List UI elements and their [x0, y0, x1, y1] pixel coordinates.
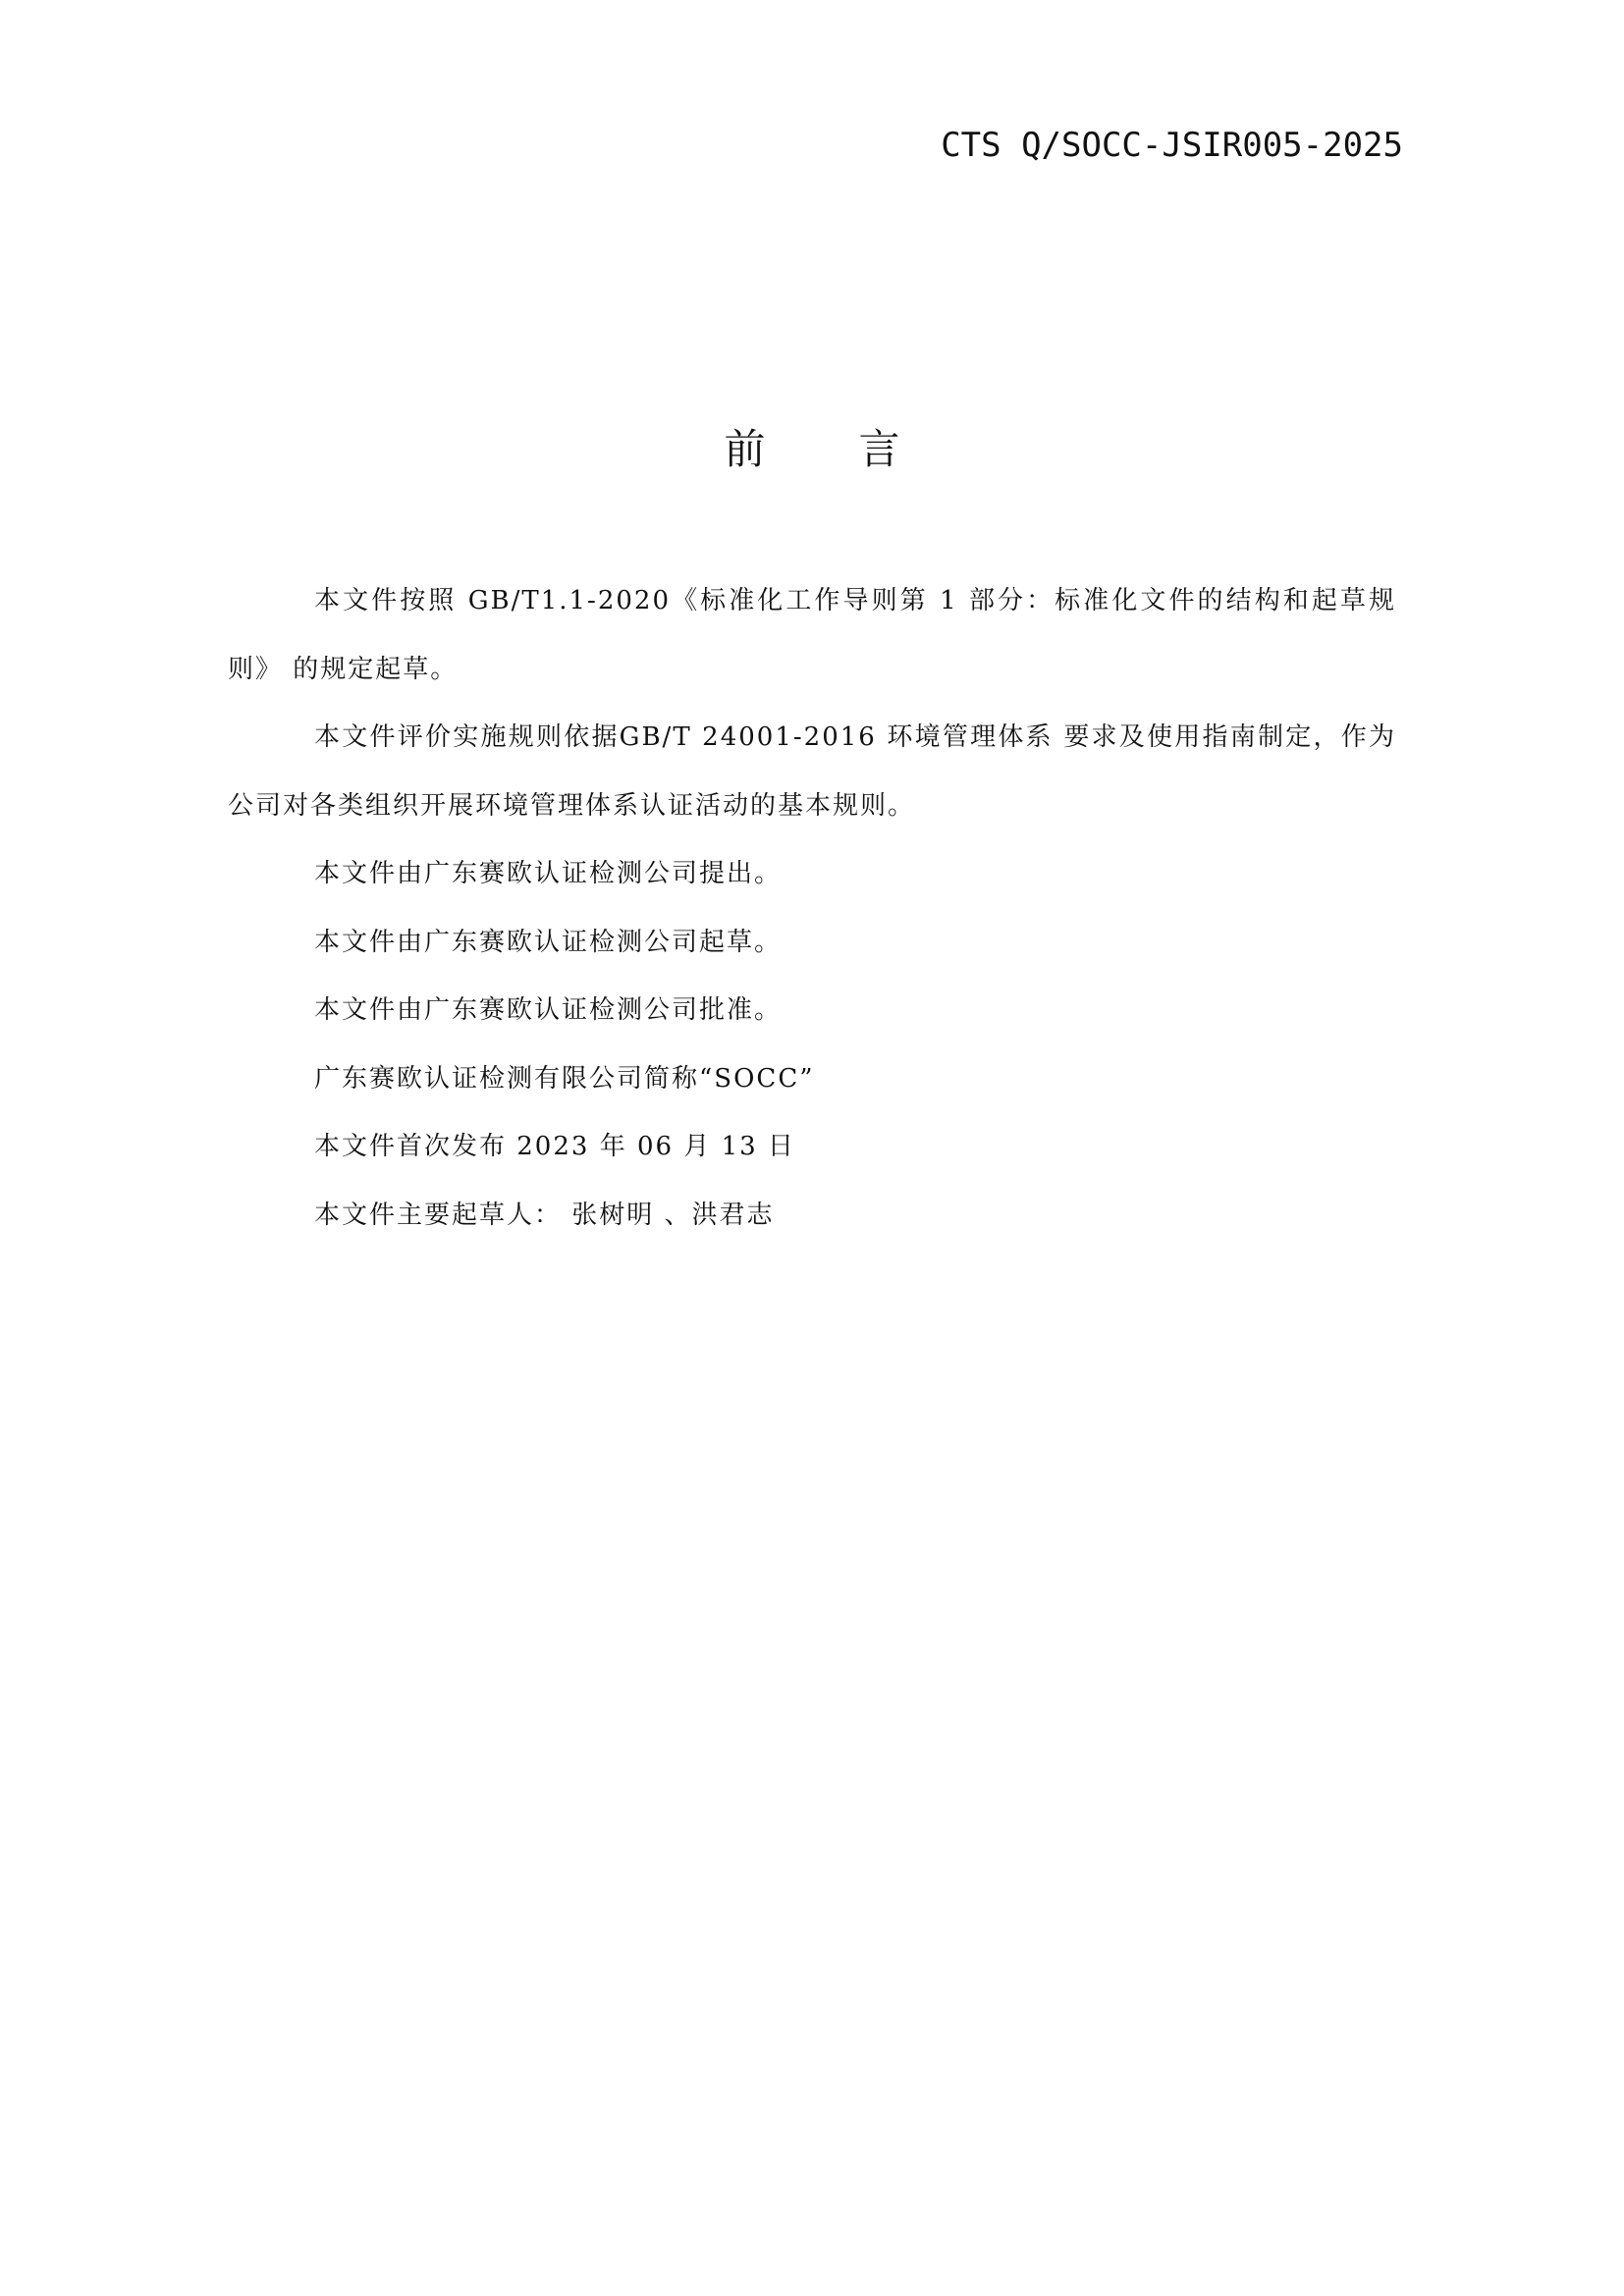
paragraph-approved-by: 本文件由广东赛欧认证检测公司批准。 [314, 995, 783, 1025]
title-part-2: 言 [858, 425, 900, 473]
paragraph-standard-basis: 本文件评价实施规则依据GB/T 24001-2016 环境管理体系 要求及使用指南制定，作为公司对各类组织开展环境管理体系认证活动的基本规则。 [228, 722, 1396, 821]
foreword-body [228, 567, 1396, 1250]
paragraph-proposed-by: 本文件由广东赛欧认证检测公司提出。 [314, 859, 783, 888]
title-part-1: 前 [724, 425, 766, 473]
paragraph-drafted-by: 本文件由广东赛欧认证检测公司起草。 [314, 927, 783, 957]
paragraph-first-release: 本文件首次发布 2023 年 06 月 13 日 [314, 1132, 795, 1161]
page-title [0, 417, 1624, 476]
paragraph-drafters: 本文件主要起草人： 张树明 、洪君志 [314, 1200, 775, 1230]
paragraph-abbreviation: 广东赛欧认证检测有限公司简称“SOCC” [314, 1063, 815, 1094]
paragraph-drafting-basis: 本文件按照 GB/T1.1-2020《标准化工作导则第 1 部分：标准化文件的结构和起草规则》 的规定起草。 [228, 586, 1396, 684]
document-code: CTS Q/SOCC-JSIR005-2025 [941, 126, 1403, 165]
